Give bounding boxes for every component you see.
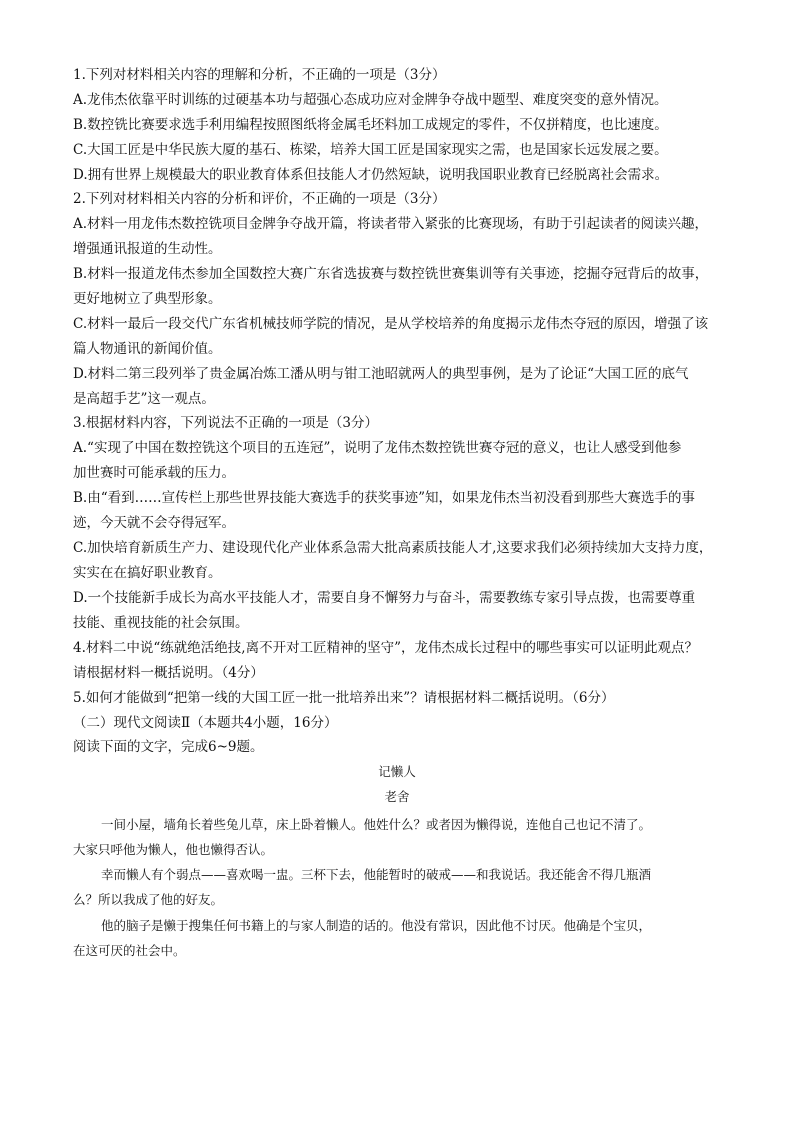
- q2-option-d: D.材料二第三段列举了贵金属冶炼工潘从明与钳工池昭就两人的典型事例，是为了论证“大国工匠的底气: [73, 366, 689, 382]
- q1-option-d: D.拥有世界上规模最大的职业教育体系但技能人才仍然短缺，说明我国职业教育已经脱离社会需求。: [73, 167, 669, 183]
- article-paragraph-1: 一间小屋，墙角长着些兔儿草，床上卧着懒人。他姓什么？或者因为懒得说，连他自己也记不清了。: [101, 817, 652, 832]
- q4-stem: 4.材料二中说“练就绝活绝技,离不开对工匠精神的坚守”，龙伟杰成长过程中的哪些事实可以证明此观点？: [73, 640, 698, 656]
- article-paragraph-1-cont: 大家只呼他为懒人，他也懒得否认。: [73, 842, 274, 857]
- q1-option-a: A.龙伟杰依靠平时训练的过硬基本功与超强心态成功应对金牌争夺战中题型、难度突变的意外情况。: [73, 92, 668, 108]
- q2-option-b: B.材料一报道龙伟杰参加全国数控大赛广东省选拔赛与数控铣世赛集训等有关事迹，挖掘夺冠背后的故事，: [73, 266, 709, 282]
- q2-option-a-cont: 增强通讯报道的生动性。: [73, 241, 222, 257]
- article-title: 记懒人: [378, 764, 416, 779]
- q1-stem: 1.下列对材料相关内容的理解和分析，不正确的一项是（3分）: [73, 67, 446, 83]
- article-author: 老舍: [384, 789, 410, 804]
- q2-stem: 2.下列对材料相关内容的分析和评价，不正确的一项是（3分）: [73, 191, 446, 207]
- q3-option-c: C.加快培育新质生产力、建设现代化产业体系急需大批高素质技能人才,这要求我们必须持续加大支持力度，: [73, 540, 713, 556]
- q3-option-d-cont: 技能、重视技能的社会氛围。: [73, 615, 249, 631]
- q3-option-c-cont: 实实在在搞好职业教育。: [73, 565, 222, 581]
- q3-option-b: B.由“看到……宣传栏上那些世界技能大赛选手的获奖事迹”知，如果龙伟杰当初没看到那些大赛选手的事: [73, 490, 696, 506]
- q3-option-b-cont: 迹，今天就不会夺得冠军。: [73, 515, 235, 531]
- section-heading: （二）现代文阅读Ⅱ（本题共4小题，16分）: [73, 715, 338, 731]
- article-paragraph-2: 幸而懒人有个弱点——喜欢喝一盅。三杯下去，他能暂时的破戒——和我说话。我还能舍不得几瓶酒: [101, 867, 652, 882]
- q1-option-c: C.大国工匠是中华民族大厦的基石、栋梁，培养大国工匠是国家现实之需，也是国家长远发展之要。: [73, 142, 668, 158]
- q1-option-b: B.数控铣比赛要求选手利用编程按照图纸将金属毛坯料加工成规定的零件，不仅拼精度，也比速度。: [73, 117, 668, 133]
- q3-option-d: D.一个技能新手成长为高水平技能人才，需要自身不懈努力与奋斗，需要教练专家引导点拨，也需要尊重: [73, 590, 696, 606]
- q3-stem: 3.根据材料内容，下列说法不正确的一项是（3分）: [73, 415, 378, 431]
- article-paragraph-3: 他的脑子是懒于搜集任何书籍上的与家人制造的话的。他没有常识，因此他不讨厌。他确是个宝贝，: [101, 918, 652, 933]
- article-paragraph-2-cont: 么？所以我成了他的好友。: [73, 892, 224, 907]
- article-paragraph-3-cont: 在这可厌的社会中。: [73, 943, 186, 958]
- q2-option-c-cont: 篇人物通讯的新闻价值。: [73, 341, 222, 357]
- q3-option-a: A.“实现了中国在数控铣这个项目的五连冠”，说明了龙伟杰数控铣世赛夺冠的意义，也让人感受到他参: [73, 440, 682, 456]
- q2-option-b-cont: 更好地树立了典型形象。: [73, 291, 222, 307]
- q3-option-a-cont: 加世赛时可能承载的压力。: [73, 465, 235, 481]
- q5-stem: 5.如何才能做到“把第一线的大国工匠一批一批培养出来”？请根据材料二概括说明。（6分）: [73, 690, 615, 706]
- q2-option-a: A.材料一用龙伟杰数控铣项目金牌争夺战开篇，将读者带入紧张的比赛现场，有助于引起读者的阅读兴趣，: [73, 216, 709, 232]
- q2-option-c: C.材料一最后一段交代广东省机械技师学院的情况，是从学校培养的角度揭示龙伟杰夺冠的原因，增强了该: [73, 316, 709, 332]
- section-instruction: 阅读下面的文字，完成6~9题。: [73, 739, 264, 755]
- q2-option-d-cont: 是高超手艺”这一观点。: [73, 391, 215, 407]
- q4-stem-cont: 请根据材料一概括说明。（4分）: [73, 665, 264, 681]
